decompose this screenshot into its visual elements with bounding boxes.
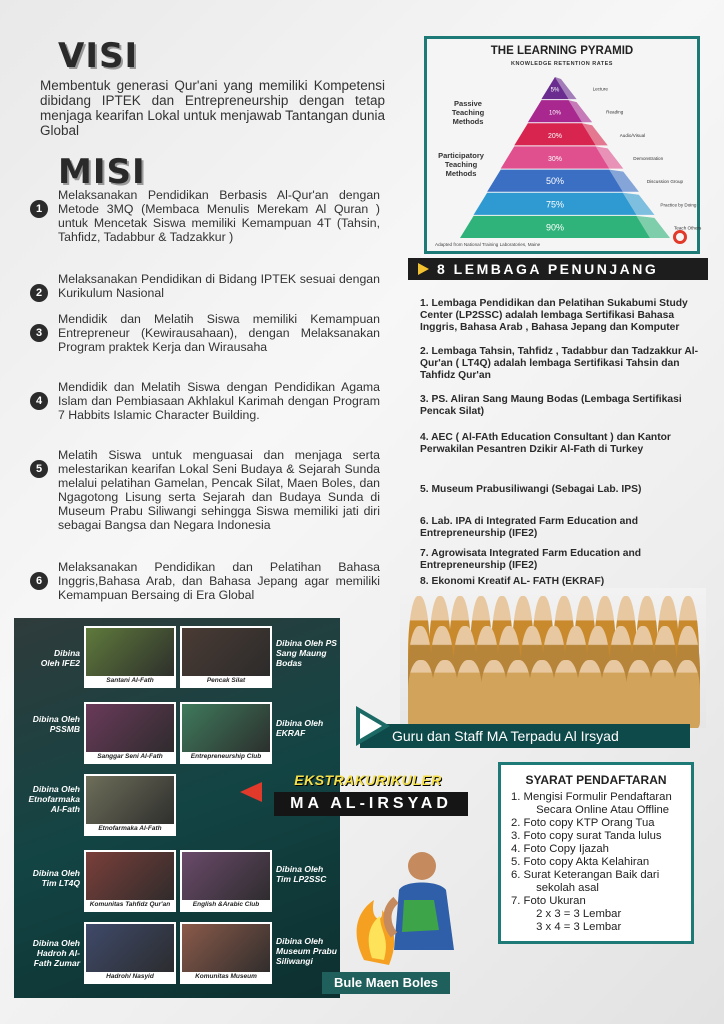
ekstra-dibina-oleh: Dibina Oleh PSSMB — [32, 714, 80, 734]
syarat-line: 1. Mengisi Formulir Pendaftaran — [511, 791, 672, 803]
ekstrakurikuler-title: EKSTRAKURIKULER — [294, 772, 442, 788]
misi-number: 1 — [30, 200, 48, 218]
pyramid-percent: 75% — [545, 199, 565, 210]
misi-number: 3 — [30, 324, 48, 342]
lembaga-item: 4. AEC ( Al-FAth Education Consultant ) dan Kantor Perwakilan Pesantren Dzikir Al-Fath di Turkey — [420, 432, 671, 455]
ekstra-activity-caption: Etnofarmaka Al-Fath — [86, 824, 174, 834]
misi-text: Melaksanakan Pendidikan di Bidang IPTEK sesuai dengan Kurikulum Nasional — [58, 272, 380, 300]
ekstra-dibina-oleh: Dibina Oleh Museum Prabu Siliwangi — [276, 936, 337, 966]
person-head — [408, 852, 436, 880]
syarat-line: 3. Foto copy surat Tanda lulus — [511, 830, 662, 842]
ekstrakurikuler-badge — [268, 764, 468, 820]
shirt-pattern — [402, 900, 439, 932]
ekstra-dibina-oleh: Dibina Oleh Tim LT4Q — [32, 868, 80, 888]
misi-text: Mendidik dan Melatih Siswa dengan Pendidikan Agama Islam dan Pembiasaan Akhlakul Karimah dengan Program 7 Habbits Islamic Character Building. — [58, 380, 380, 422]
lembaga-item: 7. Agrowisata Integrated Farm Education and Entrepreneurship (IFE2) — [420, 548, 642, 571]
pyramid-source-note: Adapted from National Training Laboratories, Maine — [435, 242, 541, 247]
syarat-line: 7. Foto Ukuran — [511, 895, 586, 907]
passive-methods-label: Passive Teaching Methods — [451, 99, 485, 126]
pyramid-label: Demonstration — [633, 156, 664, 161]
pyramid-label: Discussion Group — [646, 179, 684, 185]
participatory-methods-label: Participatory Teaching Methods — [438, 151, 484, 178]
learning-pyramid-infographic — [424, 36, 700, 254]
lembaga-banner — [408, 258, 708, 280]
lembaga-item: 3. PS. Aliran Sang Maung Bodas (Lembaga Sertifikasi Pencak Silat) — [420, 394, 682, 417]
lembaga-item: 6. Lab. IPA di Integrated Farm Education and Entrepreneurship (IFE2) — [420, 516, 638, 539]
syarat-line: 4. Foto Copy Ijazah — [511, 843, 609, 855]
misi-item — [30, 380, 380, 422]
visi-title: VISI — [58, 36, 139, 76]
ekstra-activity-photo — [180, 626, 272, 688]
ekstra-activity-caption: Sanggar Seni Al-Fath — [86, 752, 174, 762]
misi-text: Melaksanakan Pendidikan dan Pelatihan Bahasa Inggris,Bahasa Arab, dan Bahasa Jepang agar memiliki Kemampuan Bersaing di Era Global — [58, 560, 380, 602]
play-triangle-inner-icon — [360, 713, 382, 739]
ekstra-activity-caption: Santani Al-Fath — [86, 676, 174, 686]
staff-member-figure — [505, 660, 531, 728]
ekstra-dibina-oleh: Dibina Oleh Etnofarmaka Al-Fath — [28, 784, 80, 814]
ekstra-activity-photo — [180, 702, 272, 764]
circle-logo-icon — [673, 230, 687, 244]
staff-group-photo — [400, 588, 706, 728]
ekstra-activity-caption: Hadroh/ Nasyid — [86, 972, 174, 982]
misi-item — [30, 312, 380, 354]
staff-member-figure — [650, 660, 676, 728]
staff-member-figure — [553, 660, 579, 728]
ekstra-activity-caption: Komunitas Tahfidz Qur'an — [86, 900, 174, 910]
bule-maen-boles-caption: Bule Maen Boles — [322, 972, 450, 994]
syarat-line: sekolah asal — [511, 882, 599, 894]
pyramid-graphic — [427, 39, 702, 251]
pyramid-percent: 30% — [547, 156, 563, 163]
person-arm — [388, 900, 397, 935]
staff-member-figure — [529, 660, 555, 728]
ekstra-activity-photo — [84, 702, 176, 764]
ekstra-activity-photo — [84, 626, 176, 688]
lembaga-item: 2. Lembaga Tahsin, Tahfidz , Tadabbur dan Tadzakkur Al- Qur'an ( LT4Q) adalah lembaga Sertifikasi Tahsin dan Tahfidz Qur'an — [420, 346, 699, 381]
ekstra-dibina-oleh: Dibina Oleh PS Sang Maung Bodas — [276, 638, 337, 668]
misi-number: 2 — [30, 284, 48, 302]
staff-member-figure — [456, 660, 482, 728]
staff-member-figure — [674, 660, 700, 728]
misi-text: Melaksanakan Pendidikan Berbasis Al-Qur'an dengan Metode 3MQ (Membaca Menulis Merekam Al Quran ) untuk Mencetak Siswa memiliki Kemampuan 4T (Tahsin, Tahfidz, Tadabbur & Tadzakkur ) — [58, 188, 380, 244]
misi-item — [30, 448, 380, 532]
syarat-line: 2 x 3 = 3 Lembar — [511, 908, 622, 920]
pyramid-percent: 5% — [550, 87, 560, 94]
ekstra-dibina-oleh: Dibina Oleh Tim LP2SSC — [276, 864, 327, 884]
syarat-pendaftaran-box — [498, 762, 694, 944]
pyramid-percent: 20% — [547, 132, 563, 140]
maen-boles-photo — [344, 840, 484, 972]
visi-text: Membentuk generasi Qur'ani yang memiliki Kompetensi dibidang IPTEK dan Entrepreneurship dengan tetap menjaga kearifan Lokal untuk menjawab Tantangan dunia Global — [40, 78, 385, 138]
misi-number: 4 — [30, 392, 48, 410]
ekstra-activity-caption: Komunitas Museum — [182, 972, 270, 982]
staff-member-figure — [601, 660, 627, 728]
pyramid-percent: 90% — [545, 222, 565, 233]
lembaga-item: 1. Lembaga Pendidikan dan Pelatihan Sukabumi Study Center (LP2SSC) adalah lembaga Sertifikasi Bahasa Inggris, Bahasa Arab , Bahasa Jepang dan Komputer — [420, 298, 688, 333]
play-arrow-icon — [418, 263, 429, 275]
staff-photo-caption: Guru dan Staff MA Terpadu Al Irsyad — [360, 724, 690, 748]
syarat-list — [511, 791, 681, 934]
misi-title: MISI — [58, 152, 146, 192]
lembaga-item: 5. Museum Prabusiliwangi (Sebagai Lab. IPS) — [420, 484, 642, 495]
pyramid-percent: 10% — [548, 110, 562, 117]
ekstra-activity-photo — [84, 850, 176, 912]
ekstra-dibina-oleh: Dibina Oleh IFE2 — [40, 648, 80, 668]
pyramid-subtitle: KNOWLEDGE RETENTION RATES — [511, 61, 613, 67]
ekstra-activity-photo — [84, 922, 176, 984]
syarat-line: 2. Foto copy KTP Orang Tua — [511, 817, 655, 829]
syarat-line: 3 x 4 = 3 Lembar — [511, 921, 622, 933]
syarat-line: 5. Foto copy Akta Kelahiran — [511, 856, 650, 868]
staff-member-figure — [481, 660, 507, 728]
misi-item — [30, 188, 380, 244]
ekstra-dibina-oleh: Dibina Oleh Hadroh Al-Fath Zumar — [32, 938, 80, 968]
misi-number: 6 — [30, 572, 48, 590]
ekstra-activity-caption: Pencak Silat — [182, 676, 270, 686]
pyramid-label: Lecture — [592, 86, 608, 92]
ekstra-activity-caption: Entrepreneurship Club — [182, 752, 270, 762]
pyramid-label: Reading — [606, 109, 624, 115]
syarat-title: SYARAT PENDAFTARAN — [525, 773, 667, 787]
staff-member-figure — [626, 660, 652, 728]
pyramid-label: Audio/Visual — [619, 132, 646, 138]
misi-text: Mendidik dan Melatih Siswa memiliki Kemampuan Entrepreneur (Kewirausahaan), dengan Melaksanakan Program praktek Kerja dan Wirausaha — [58, 312, 380, 354]
ekstra-activity-photo — [180, 922, 272, 984]
syarat-line: Secara Online Atau Offline — [511, 804, 670, 816]
staff-member-figure — [408, 660, 434, 728]
misi-text: Melatih Siswa untuk menguasai dan menjaga serta melestarikan kearifan Lokal Seni Budaya & Sejarah Sunda melalui pelatihan Gamelan, Pencak Silat, Maen Boles, dan Ngagotong Lisung serta Sejarah dan Budaya Sunda di Museum Prabu Siliwangi sehingga Siswa memiliki jati diri sebagai Bangsa dan Negara Indonesia — [58, 448, 380, 532]
ekstra-activity-caption: English &Arabic Club — [182, 900, 270, 910]
staff-member-figure — [432, 660, 458, 728]
syarat-line: 6. Surat Keterangan Baik dari — [511, 869, 660, 881]
red-arrow-icon — [240, 782, 262, 802]
pyramid-label: Practice by Doing — [660, 202, 697, 208]
staff-member-figure — [577, 660, 603, 728]
pyramid-label: Teach Others — [674, 225, 702, 231]
ekstra-activity-photo — [84, 774, 176, 836]
misi-number: 5 — [30, 460, 48, 478]
pyramid-title: THE LEARNING PYRAMID — [490, 45, 634, 57]
pyramid-percent: 50% — [545, 176, 565, 187]
misi-item — [30, 272, 380, 302]
lembaga-item: 8. Ekonomi Kreatif AL- FATH (EKRAF) — [420, 576, 605, 587]
misi-item — [30, 560, 380, 602]
lembaga-title: 8 LEMBAGA PENUNJANG — [437, 261, 659, 277]
ekstra-activity-photo — [180, 850, 272, 912]
ekstra-dibina-oleh: Dibina Oleh EKRAF — [276, 718, 324, 738]
school-name-title: MA AL-IRSYAD — [274, 792, 468, 816]
